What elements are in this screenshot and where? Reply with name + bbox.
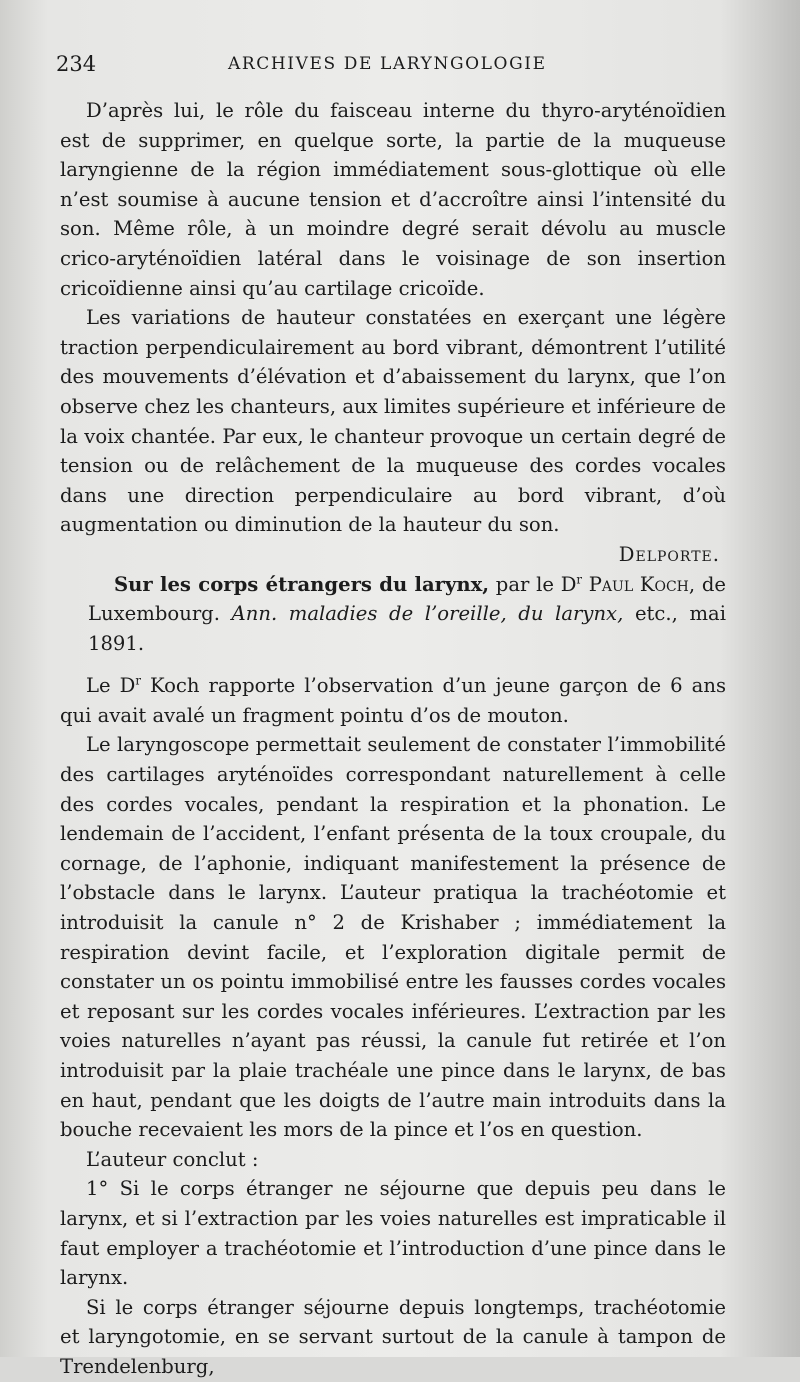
entry-title: Sur les corps étrangers du larynx, bbox=[114, 572, 490, 596]
entry-journal: Ann. maladies de l’oreille, du larynx, bbox=[219, 602, 624, 626]
entry-date: etc., mai 1891. bbox=[88, 602, 726, 655]
paragraph-5: L’auteur conclut : bbox=[86, 1147, 259, 1171]
paragraph-4: Le laryngoscope permettait seulement de constater l’immobilité des cartilages aryténoïdes correspondant naturellement à celle des cordes vocales, pendant la respiration et la phonation. Le lendemain de l’accident, l’enfant présenta de la toux croupale, du cornage, de l’aphonie, indiquant manifestement la présence de l’obstacle dans le larynx. L’auteur pratiqua la trachéotomie et introduisit la canule n° 2 de Krishaber ; immédiatement la respiration devint facile, et l’exploration digitale permit de constater un os pointu immobilisé entre les fausses cordes vocales et reposant sur les cordes vocales inférieures. L’extraction par les voies naturelles n’ayant pas réussi, la canule fut retirée et l’on introduisit par la plaie trachéale une pince dans le larynx, de bas en haut, pendant que les doigts de l’autre main introduits dans la bouche recevaient les mors de la pince et l’os en question. bbox=[60, 733, 726, 1142]
paragraph-3-start: Le D bbox=[86, 674, 136, 698]
paragraph-3-sup: r bbox=[135, 673, 141, 688]
paragraph-6: 1° Si le corps étranger ne séjourne que depuis peu dans le larynx, et si l’extraction par les voies naturelles est impraticable il faut employer a trachéotomie et l’introduction d’une pince dans le larynx. bbox=[60, 1177, 726, 1290]
entry-place: de Luxembourg. bbox=[88, 572, 726, 626]
entry-sup: r bbox=[576, 571, 583, 586]
paragraph-3-rest: Koch rapporte l’observation d’un jeune garçon de 6 ans qui avait avalé un fragment pointu d’os de mouton. bbox=[60, 674, 727, 727]
paragraph-3 bbox=[60, 671, 726, 730]
paragraph-7: Si le corps étranger séjourne depuis longtemps, trachéotomie et laryngotomie, en se servant surtout de la canule à tampon de Trendelenburg, bbox=[60, 1295, 726, 1378]
entry-author: Paul Koch, bbox=[582, 572, 696, 596]
entry-by: par le D bbox=[489, 572, 577, 596]
paragraph-2: Les variations de hauteur constatées en exerçant une légère traction perpendiculairement au bord vibrant, démontrent l’utilité des mouvements d’élévation et d’abaissement du larynx, que l’on observe chez les chanteurs, aux limites supérieure et inférieure de la voix chantée. Par eux, le chanteur provoque un certain degré de tension ou de relâchement de la muqueuse des cordes vocales dans une direction perpendiculaire au bord vibrant, d’où augmentation ou diminution de la hauteur du son. bbox=[60, 306, 726, 537]
page-number: 234 bbox=[56, 52, 97, 76]
running-title: ARCHIVES DE LARYNGOLOGIE bbox=[228, 54, 547, 74]
page-header bbox=[56, 52, 728, 82]
entry-heading bbox=[60, 570, 726, 659]
paragraph-1: D’après lui, le rôle du faisceau interne du thyro-aryténoïdien est de supprimer, en quelque sorte, la partie de la muqueuse laryngienne de la région immédiatement sous-glottique où elle n’est soumise à aucune tension et d’accroître ainsi l’intensité du son. Même rôle, à un moindre degré serait dévolu au muscle crico-aryténoïdien latéral dans le voisinage de son insertion cricoïdienne ainsi qu’au cartilage cricoïde. bbox=[60, 99, 726, 300]
signature: Delporte. bbox=[618, 542, 720, 566]
body-text bbox=[60, 96, 726, 1382]
